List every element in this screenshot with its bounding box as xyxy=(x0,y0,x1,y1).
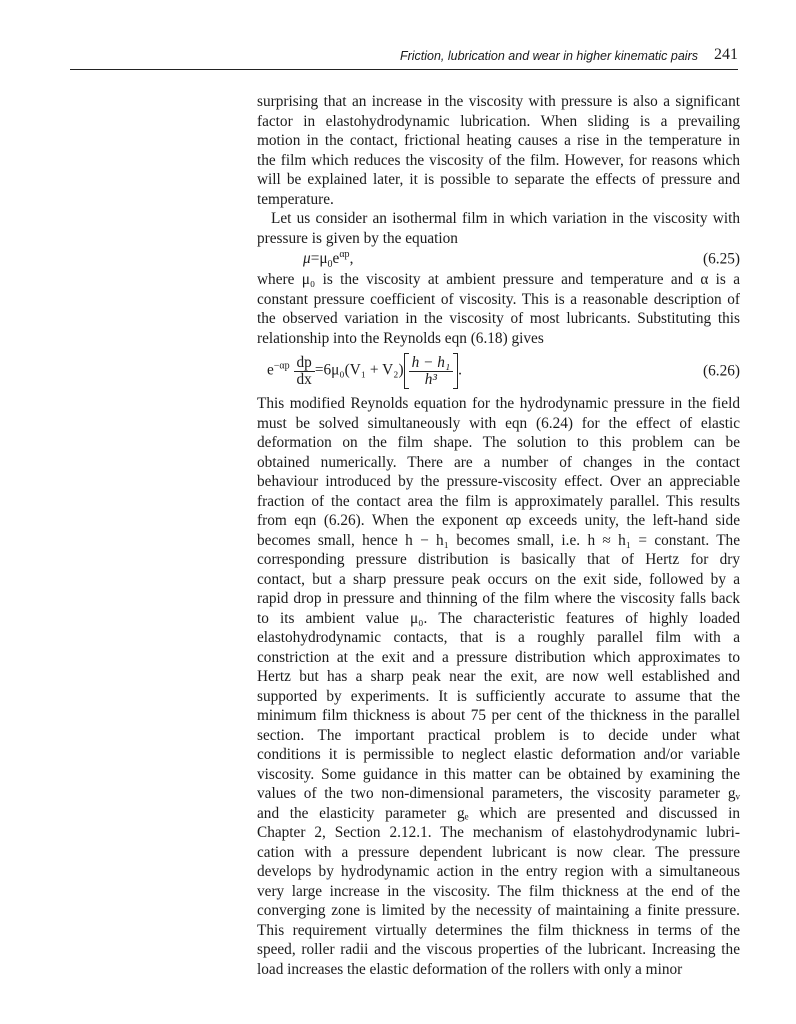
text-line: speed, roller radii and the viscous properties of the lubricant. Increasing the xyxy=(257,941,740,958)
text-line: and the elasticity parameter gₑ which are presented and discussed in xyxy=(257,804,740,822)
text-line: This modified Reynolds equation for the hydrodynamic pressure in the field xyxy=(257,395,740,412)
text-line: to its ambient value μ₀. The characteristic features of highly loaded xyxy=(257,609,740,627)
equation-6-25 xyxy=(257,248,740,270)
text-line: constriction at the exit and a pressure distribution which approximates to xyxy=(257,648,740,666)
equation-6-26 xyxy=(257,348,740,394)
equation-body: $e^{-\alpha p}$ $\frac{dp}{dx}$ =6μ₀(V₁ + V₂) $\frac{\text{h − h₁}}{\text{h³}}$ . xyxy=(267,353,462,388)
paragraph-4 xyxy=(257,394,740,979)
text-line: supported by experiments. It is sufficiently accurate to assume that the xyxy=(257,687,740,705)
text-line: surprising that an increase in the viscosity with pressure is also a significant xyxy=(257,93,740,110)
text-line: behaviour introduced by the pressure-viscosity effect. Over an appreciable xyxy=(257,473,740,490)
text-line: becomes small, hence h − h₁ becomes small, i.e. h ≈ h₁ = constant. The xyxy=(257,531,740,549)
text-line: section. The important practical problem is to decide under what xyxy=(257,726,740,744)
text-line: fraction of the contact area the film is approximately parallel. This results xyxy=(257,492,740,510)
text-line: constant pressure coefficient of viscosity. This is a reasonable description of xyxy=(257,290,740,308)
text-line: develops by hydrodynamic action in the entry region with a simultaneous xyxy=(257,863,740,880)
text-line: temperature. xyxy=(257,190,334,208)
text-line: factor in elastohydrodynamic lubrication. When sliding is a prevailing xyxy=(257,112,740,130)
text-line: the film which reduces the viscosity of the film. However, for reasons which xyxy=(257,151,740,169)
text-line: from eqn (6.26). When the exponent αp exceeds unity, the left-hand side xyxy=(257,512,740,529)
page-body xyxy=(257,92,740,979)
text-line: deformation on the film shape. The solution to this problem can be xyxy=(257,434,740,451)
text-line: values of the two non-dimensional parameters, the viscosity parameter gᵥ xyxy=(257,785,740,802)
text-line: pressure is given by the equation xyxy=(257,229,458,247)
text-line: must be solved simultaneously with eqn (6.24) for the effect of elastic xyxy=(257,414,740,432)
text-line: very large increase in the viscosity. The film thickness at the end of the xyxy=(257,882,740,900)
text-line: converging zone is limited by the necessity of maintaining a finite pressure. xyxy=(257,902,740,919)
text-line: contact, but a sharp pressure peak occurs on the exit side, followed by a xyxy=(257,570,740,588)
page-number: 241 xyxy=(714,46,738,63)
paragraph-2 xyxy=(257,209,740,248)
page-header xyxy=(70,45,738,69)
equation-body: $\mu=\mu_0e^{\alpha p}$, xyxy=(303,249,354,271)
text-line: Chapter 2, Section 2.12.1. The mechanism of elastohydrodynamic lubri- xyxy=(257,824,740,841)
running-title: Friction, lubrication and wear in higher kinematic pairs xyxy=(399,49,698,63)
text-line: conditions it is permissible to neglect elastic deformation and/or variable xyxy=(257,746,740,763)
equation-number: (6.26) xyxy=(703,362,740,380)
paragraph-3 xyxy=(257,270,740,348)
text-line: This requirement virtually determines the film thickness in terms of the xyxy=(257,921,740,939)
text-line: will be explained later, it is possible to separate the effects of pressure and xyxy=(257,171,740,188)
text-line: Hertz but has a sharp peak near the exit, are now well established and xyxy=(257,668,740,685)
text-line: the observed variation in the viscosity of most lubricants. Substituting this xyxy=(257,310,740,327)
text-line: cation with a pressure dependent lubricant is now clear. The pressure xyxy=(257,843,740,861)
paragraph-1 xyxy=(257,92,740,209)
text-line: Let us consider an isothermal film in which variation in the viscosity with xyxy=(271,210,740,227)
equation-number: (6.25) xyxy=(703,250,740,268)
header-rule xyxy=(70,69,738,70)
text-line: motion in the contact, frictional heating causes a rise in the temperature in xyxy=(257,132,740,149)
text-line: corresponding pressure distribution is basically that of Hertz for dry xyxy=(257,551,740,568)
text-line: viscosity. Some guidance in this matter can be obtained by examining the xyxy=(257,765,740,783)
text-line: elastohydrodynamic contacts, that is a roughly parallel film with a xyxy=(257,629,740,646)
text-line: obtained numerically. There are a number of changes in the contact xyxy=(257,453,740,471)
text-line: minimum film thickness is about 75 per cent of the thickness in the parallel xyxy=(257,707,740,724)
text-line: where μ₀ is the viscosity at ambient pressure and temperature and α is a xyxy=(257,271,740,288)
text-line: relationship into the Reynolds eqn (6.18) gives xyxy=(257,329,544,347)
text-line: rapid drop in pressure and thinning of the film where the viscosity falls back xyxy=(257,590,740,607)
text-line: load increases the elastic deformation of the rollers with only a minor xyxy=(257,960,683,978)
